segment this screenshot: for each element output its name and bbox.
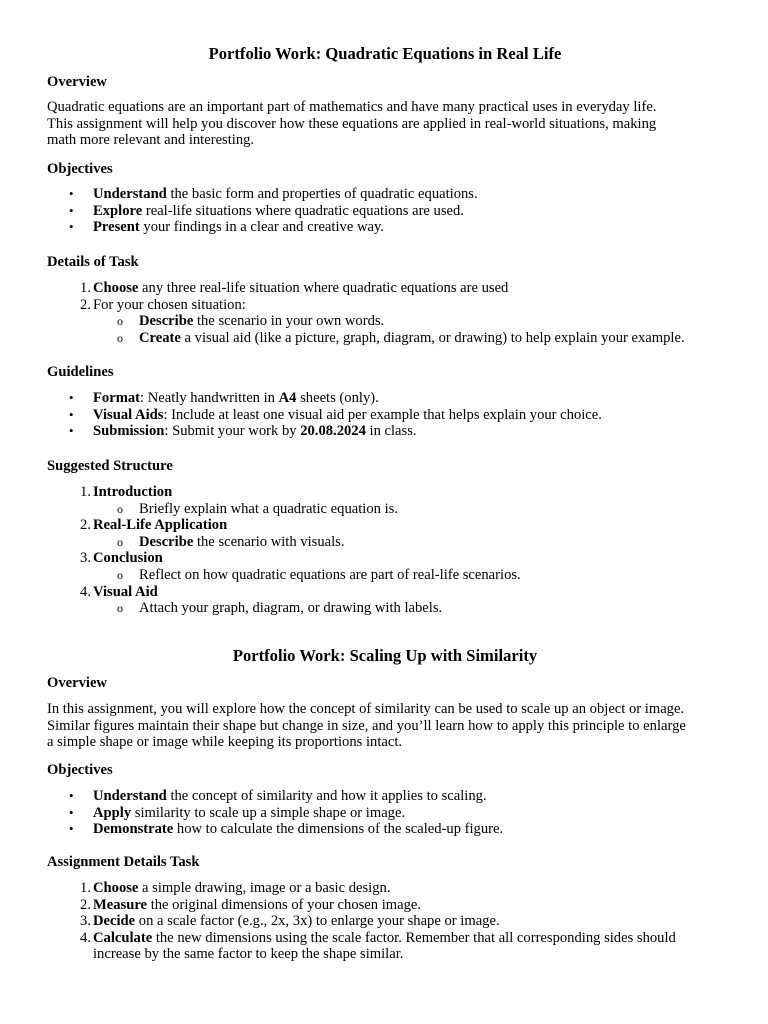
bullet-icon: • [69, 219, 74, 235]
structure-text: Reflect on how quadratic equations are part of real-life scenarios. [139, 566, 521, 583]
section1-objectives-heading: Objectives [47, 161, 113, 177]
bullet-icon: • [69, 423, 74, 439]
objective-text: the concept of similarity and how it applies to scaling. [166, 788, 487, 804]
task-text: For your chosen situation: [93, 296, 246, 313]
list-number: 1. [80, 880, 91, 896]
list-item [47, 390, 602, 407]
list-item [47, 219, 478, 236]
list-item [47, 550, 521, 567]
list-number: 4. [80, 929, 91, 946]
structure-keyword: Describe [139, 533, 194, 550]
bullet-icon: • [69, 821, 74, 837]
list-item [47, 203, 478, 220]
sub-bullet-icon: o [117, 534, 123, 549]
sub-bullet-icon: o [117, 314, 123, 329]
list-item [47, 423, 602, 440]
section2-overview-heading: Overview [47, 675, 107, 691]
list-number: 1. [80, 484, 91, 500]
section2-details-list [47, 880, 727, 963]
task-text: the scenario in your own words. [193, 313, 385, 330]
bullet-icon: • [69, 186, 74, 201]
task-keyword: Calculate [93, 929, 153, 946]
list-number: 3. [80, 913, 91, 930]
structure-text: the scenario with visuals. [193, 533, 345, 550]
task-text: a visual aid (like a picture, graph, diagram, or drawing) to help explain your example. [180, 329, 685, 346]
paragraph-line: This assignment will help you discover how these equations are applied in real-world situations, making [47, 115, 657, 132]
bullet-icon: • [69, 202, 74, 218]
objective-keyword: Present [93, 219, 140, 236]
structure-text: Briefly explain what a quadratic equation is. [139, 500, 398, 517]
section1-overview-paragraph [47, 99, 727, 149]
sub-list-item [47, 534, 521, 551]
sub-bullet-icon: o [117, 601, 123, 616]
guideline-text: in class. [365, 423, 417, 440]
bullet-icon: • [69, 390, 74, 405]
structure-label: Visual Aid [93, 583, 158, 600]
section1-title: Portfolio Work: Quadratic Equations in Real Life [208, 44, 562, 63]
section1-details-heading: Details of Task [47, 254, 139, 270]
list-number: 4. [80, 583, 91, 600]
guideline-keyword: Submission [93, 423, 165, 440]
section1-overview-heading: Overview [47, 74, 107, 90]
paragraph-line: Quadratic equations are an important part of mathematics and have many practical uses in everyday life. [47, 99, 657, 115]
list-item [47, 821, 503, 838]
list-item [47, 517, 521, 534]
paragraph-line: Similar figures maintain their shape but change in size, and you’ll learn how to apply this principle to enlarge [47, 717, 686, 734]
sub-list-item [47, 600, 521, 617]
list-number: 2. [80, 896, 91, 913]
sub-bullet-icon: o [117, 330, 123, 345]
task-keyword: Create [139, 329, 181, 346]
list-number: 2. [80, 296, 91, 313]
section2-title: Portfolio Work: Scaling Up with Similarity [232, 646, 538, 665]
objective-keyword: Explore [93, 202, 143, 219]
list-number: 2. [80, 517, 91, 534]
bullet-icon: • [69, 804, 74, 820]
list-item [47, 880, 727, 897]
task-text: the original dimensions of your chosen image. [147, 896, 422, 913]
guideline-text: : Submit your work by [164, 423, 301, 440]
structure-label: Introduction [93, 484, 173, 500]
task-keyword: Decide [93, 913, 136, 930]
task-keyword: Measure [93, 896, 148, 913]
objective-keyword: Understand [93, 186, 167, 202]
bullet-icon: • [69, 406, 74, 422]
sub-bullet-icon: o [117, 501, 123, 516]
objective-text: similarity to scale up a simple shape or image. [131, 804, 406, 821]
section2-objectives-list [47, 788, 503, 838]
task-keyword: Describe [139, 313, 194, 330]
objective-text: real-life situations where quadratic equations are used. [142, 202, 464, 219]
list-item [47, 484, 521, 501]
section1-objectives-list [47, 186, 478, 236]
structure-label: Conclusion [93, 550, 163, 567]
sub-list-item [47, 567, 521, 584]
list-item [47, 186, 478, 203]
task-text: on a scale factor (e.g., 2x, 3x) to enlarge your shape or image. [135, 913, 500, 930]
section1-details-list [47, 280, 685, 346]
sub-bullet-icon: o [117, 567, 123, 582]
section2-objectives-heading: Objectives [47, 762, 113, 778]
paragraph-line: In this assignment, you will explore how the concept of similarity can be used to scale up an object or image. [47, 701, 685, 717]
guideline-keyword: Visual Aids [93, 406, 164, 423]
list-item [47, 584, 521, 601]
list-number: 3. [80, 550, 91, 567]
task-keyword: Choose [93, 280, 139, 296]
paragraph-line: a simple shape or image while keeping its proportions intact. [47, 734, 403, 751]
objective-text: your findings in a clear and creative way. [139, 219, 384, 236]
structure-text: Attach your graph, diagram, or drawing with labels. [139, 600, 443, 617]
task-text: any three real-life situation where quadratic equations are used [138, 280, 509, 296]
guideline-emphasis: 20.08.2024 [300, 423, 366, 440]
section1-structure-list [47, 484, 521, 617]
section1-structure-heading: Suggested Structure [47, 458, 173, 474]
objective-text: the basic form and properties of quadratic equations. [166, 186, 478, 202]
sub-list-item [47, 330, 685, 347]
section1-guidelines-heading: Guidelines [47, 364, 114, 380]
list-item [47, 297, 685, 314]
guideline-emphasis: A4 [278, 390, 297, 406]
section1-guidelines-list [47, 390, 602, 440]
list-item [47, 897, 727, 914]
task-text: a simple drawing, image or a basic design. [138, 880, 391, 896]
task-text: the new dimensions using the scale factor. Remember that all corresponding sides should increase by the same factor to keep the shape similar. [93, 929, 676, 963]
task-keyword: Choose [93, 880, 139, 896]
objective-text: how to calculate the dimensions of the scaled-up figure. [173, 821, 504, 838]
paragraph-line: math more relevant and interesting. [47, 132, 255, 149]
sub-list-item [47, 313, 685, 330]
objective-keyword: Apply [93, 804, 132, 821]
sub-list-item [47, 501, 521, 518]
list-item [47, 407, 602, 424]
list-item [47, 805, 503, 822]
list-item [47, 930, 727, 963]
guideline-keyword: Format [93, 390, 141, 406]
objective-keyword: Demonstrate [93, 821, 174, 838]
guideline-text: : Include at least one visual aid per example that helps explain your choice. [163, 406, 602, 423]
list-item [47, 788, 503, 805]
list-item [47, 913, 727, 930]
guideline-text: : Neatly handwritten in [140, 390, 279, 406]
section2-details-heading: Assignment Details Task [47, 854, 200, 870]
section2-overview-paragraph [47, 701, 727, 751]
structure-label: Real-Life Application [93, 517, 228, 534]
objective-keyword: Understand [93, 788, 167, 804]
guideline-text: sheets (only). [296, 390, 379, 406]
bullet-icon: • [69, 788, 74, 803]
list-item [47, 280, 685, 297]
list-number: 1. [80, 280, 91, 296]
